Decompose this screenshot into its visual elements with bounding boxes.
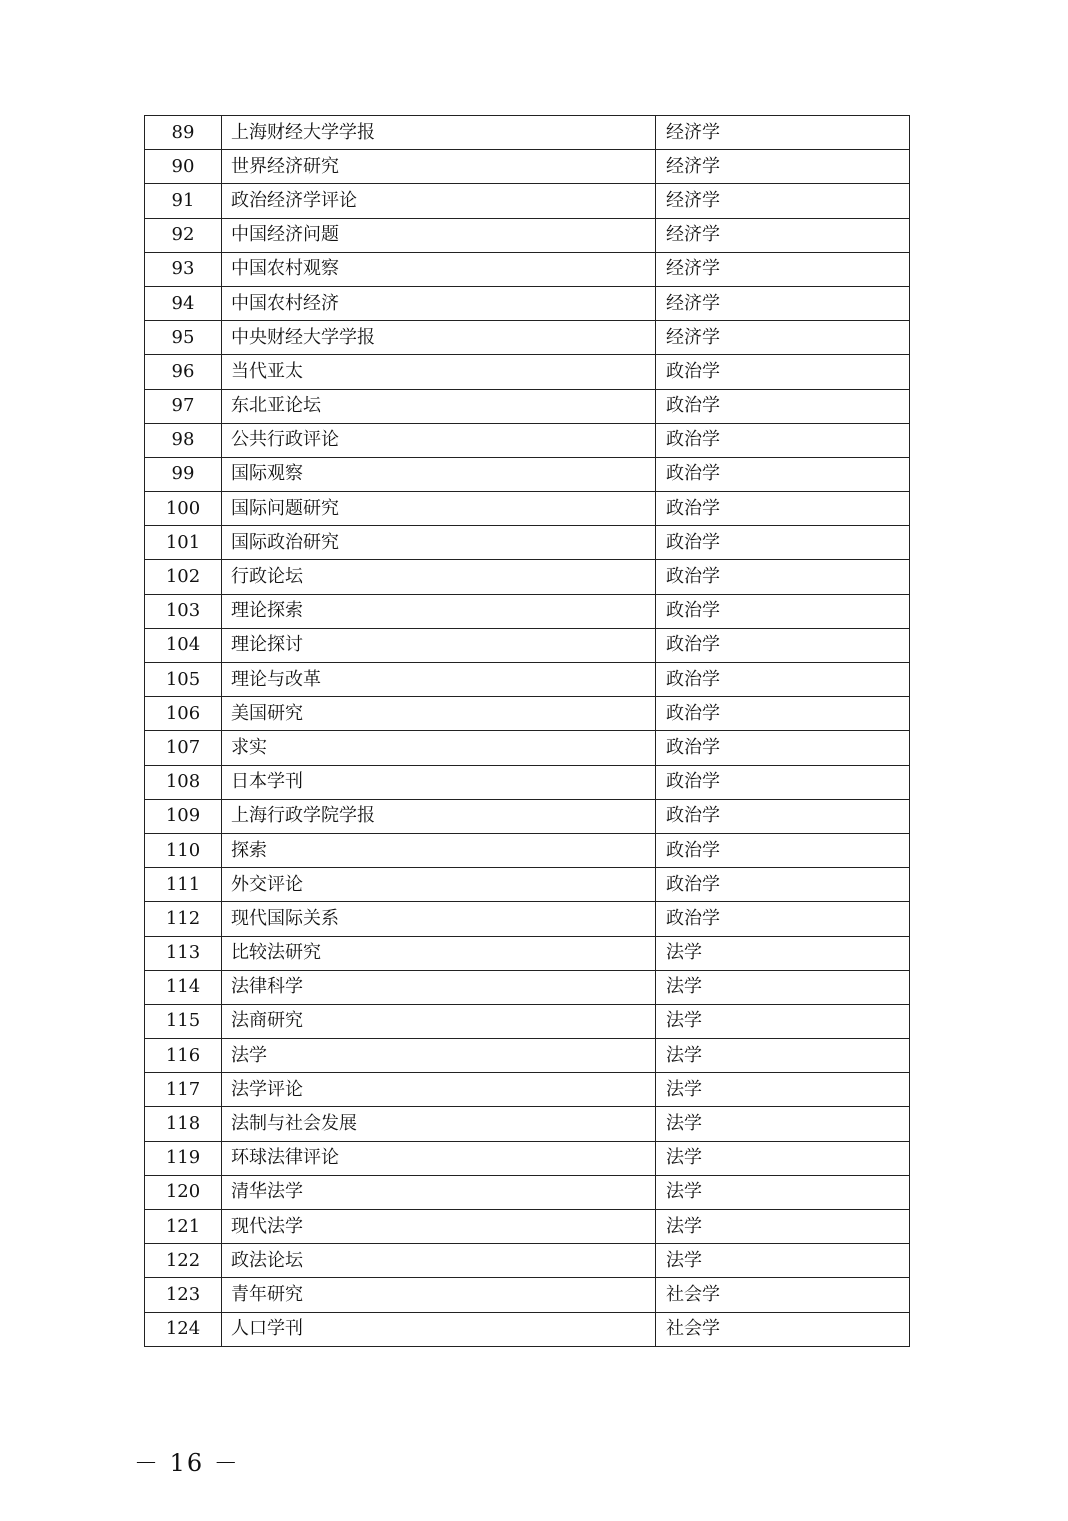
journal-name: 理论探讨 <box>222 628 656 662</box>
row-number: 120 <box>145 1175 222 1209</box>
subject-category: 社会学 <box>656 1312 910 1346</box>
journal-name: 清华法学 <box>222 1175 656 1209</box>
subject-category: 法学 <box>656 1175 910 1209</box>
journal-name: 公共行政评论 <box>222 423 656 457</box>
row-number: 122 <box>145 1244 222 1278</box>
row-number: 107 <box>145 731 222 765</box>
subject-category: 政治学 <box>656 423 910 457</box>
table-row <box>145 1312 910 1346</box>
journal-rows <box>145 116 910 1347</box>
row-number: 103 <box>145 594 222 628</box>
table-row <box>145 423 910 457</box>
subject-category: 政治学 <box>656 389 910 423</box>
journal-name: 国际观察 <box>222 457 656 491</box>
table-row <box>145 150 910 184</box>
table-row <box>145 457 910 491</box>
table-row <box>145 697 910 731</box>
table-row <box>145 970 910 1004</box>
row-number: 110 <box>145 833 222 867</box>
subject-category: 政治学 <box>656 355 910 389</box>
table-row <box>145 1175 910 1209</box>
subject-category: 经济学 <box>656 218 910 252</box>
row-number: 102 <box>145 560 222 594</box>
journal-name: 中国农村经济 <box>222 286 656 320</box>
subject-category: 法学 <box>656 1004 910 1038</box>
subject-category: 法学 <box>656 1107 910 1141</box>
subject-category: 经济学 <box>656 252 910 286</box>
subject-category: 经济学 <box>656 286 910 320</box>
table-row <box>145 560 910 594</box>
journal-name: 中央财经大学学报 <box>222 321 656 355</box>
subject-category: 政治学 <box>656 492 910 526</box>
journal-name: 外交评论 <box>222 868 656 902</box>
row-number: 90 <box>145 150 222 184</box>
table-row <box>145 1141 910 1175</box>
table-row <box>145 492 910 526</box>
row-number: 93 <box>145 252 222 286</box>
journal-name: 日本学刊 <box>222 765 656 799</box>
journal-name: 中国经济问题 <box>222 218 656 252</box>
subject-category: 政治学 <box>656 526 910 560</box>
row-number: 98 <box>145 423 222 457</box>
table-row <box>145 1210 910 1244</box>
subject-category: 政治学 <box>656 765 910 799</box>
table-row <box>145 1244 910 1278</box>
row-number: 117 <box>145 1073 222 1107</box>
table-row <box>145 1107 910 1141</box>
journal-name: 法商研究 <box>222 1004 656 1038</box>
table-row <box>145 526 910 560</box>
table-row <box>145 833 910 867</box>
journal-name: 理论探索 <box>222 594 656 628</box>
subject-category: 经济学 <box>656 116 910 150</box>
journal-name: 上海行政学院学报 <box>222 799 656 833</box>
table-row <box>145 765 910 799</box>
table-row <box>145 936 910 970</box>
row-number: 111 <box>145 868 222 902</box>
row-number: 96 <box>145 355 222 389</box>
table-row <box>145 116 910 150</box>
journal-name: 环球法律评论 <box>222 1141 656 1175</box>
row-number: 124 <box>145 1312 222 1346</box>
table-row <box>145 1073 910 1107</box>
journal-table <box>144 115 910 1347</box>
journal-name: 理论与改革 <box>222 663 656 697</box>
journal-name: 行政论坛 <box>222 560 656 594</box>
journal-name: 法制与社会发展 <box>222 1107 656 1141</box>
subject-category: 政治学 <box>656 560 910 594</box>
table-row <box>145 252 910 286</box>
table-row <box>145 1039 910 1073</box>
table-row <box>145 868 910 902</box>
table-row <box>145 1004 910 1038</box>
table-row <box>145 184 910 218</box>
row-number: 115 <box>145 1004 222 1038</box>
subject-category: 法学 <box>656 936 910 970</box>
journal-name: 当代亚太 <box>222 355 656 389</box>
journal-name: 现代国际关系 <box>222 902 656 936</box>
row-number: 101 <box>145 526 222 560</box>
journal-name: 探索 <box>222 833 656 867</box>
table-row <box>145 628 910 662</box>
subject-category: 政治学 <box>656 799 910 833</box>
row-number: 119 <box>145 1141 222 1175</box>
journal-name: 国际政治研究 <box>222 526 656 560</box>
subject-category: 经济学 <box>656 184 910 218</box>
row-number: 123 <box>145 1278 222 1312</box>
row-number: 116 <box>145 1039 222 1073</box>
table-row <box>145 731 910 765</box>
subject-category: 政治学 <box>656 731 910 765</box>
journal-name: 美国研究 <box>222 697 656 731</box>
table-row <box>145 321 910 355</box>
row-number: 106 <box>145 697 222 731</box>
subject-category: 经济学 <box>656 150 910 184</box>
row-number: 121 <box>145 1210 222 1244</box>
table-row <box>145 218 910 252</box>
journal-name: 东北亚论坛 <box>222 389 656 423</box>
row-number: 113 <box>145 936 222 970</box>
subject-category: 政治学 <box>656 868 910 902</box>
subject-category: 法学 <box>656 1244 910 1278</box>
row-number: 104 <box>145 628 222 662</box>
subject-category: 法学 <box>656 1039 910 1073</box>
row-number: 91 <box>145 184 222 218</box>
subject-category: 社会学 <box>656 1278 910 1312</box>
journal-name: 政法论坛 <box>222 1244 656 1278</box>
subject-category: 政治学 <box>656 628 910 662</box>
table-row <box>145 286 910 320</box>
row-number: 97 <box>145 389 222 423</box>
journal-name: 世界经济研究 <box>222 150 656 184</box>
journal-name: 中国农村观察 <box>222 252 656 286</box>
row-number: 109 <box>145 799 222 833</box>
row-number: 100 <box>145 492 222 526</box>
subject-category: 政治学 <box>656 833 910 867</box>
subject-category: 政治学 <box>656 594 910 628</box>
row-number: 118 <box>145 1107 222 1141</box>
journal-name: 国际问题研究 <box>222 492 656 526</box>
journal-name: 求实 <box>222 731 656 765</box>
journal-name: 法学 <box>222 1039 656 1073</box>
subject-category: 政治学 <box>656 457 910 491</box>
row-number: 99 <box>145 457 222 491</box>
row-number: 89 <box>145 116 222 150</box>
page-number: － 16 － <box>134 1449 240 1477</box>
subject-category: 政治学 <box>656 663 910 697</box>
table-row <box>145 389 910 423</box>
subject-category: 经济学 <box>656 321 910 355</box>
table-row <box>145 799 910 833</box>
journal-name: 现代法学 <box>222 1210 656 1244</box>
subject-category: 法学 <box>656 970 910 1004</box>
subject-category: 法学 <box>656 1210 910 1244</box>
row-number: 112 <box>145 902 222 936</box>
row-number: 105 <box>145 663 222 697</box>
table-row <box>145 1278 910 1312</box>
journal-name: 青年研究 <box>222 1278 656 1312</box>
row-number: 92 <box>145 218 222 252</box>
table-row <box>145 902 910 936</box>
journal-name: 人口学刊 <box>222 1312 656 1346</box>
subject-category: 法学 <box>656 1141 910 1175</box>
row-number: 114 <box>145 970 222 1004</box>
table-row <box>145 355 910 389</box>
subject-category: 政治学 <box>656 902 910 936</box>
row-number: 95 <box>145 321 222 355</box>
table-row <box>145 594 910 628</box>
table-row <box>145 663 910 697</box>
subject-category: 政治学 <box>656 697 910 731</box>
journal-name: 政治经济学评论 <box>222 184 656 218</box>
row-number: 94 <box>145 286 222 320</box>
journal-name: 法学评论 <box>222 1073 656 1107</box>
journal-name: 上海财经大学学报 <box>222 116 656 150</box>
journal-name: 法律科学 <box>222 970 656 1004</box>
row-number: 108 <box>145 765 222 799</box>
journal-name: 比较法研究 <box>222 936 656 970</box>
subject-category: 法学 <box>656 1073 910 1107</box>
